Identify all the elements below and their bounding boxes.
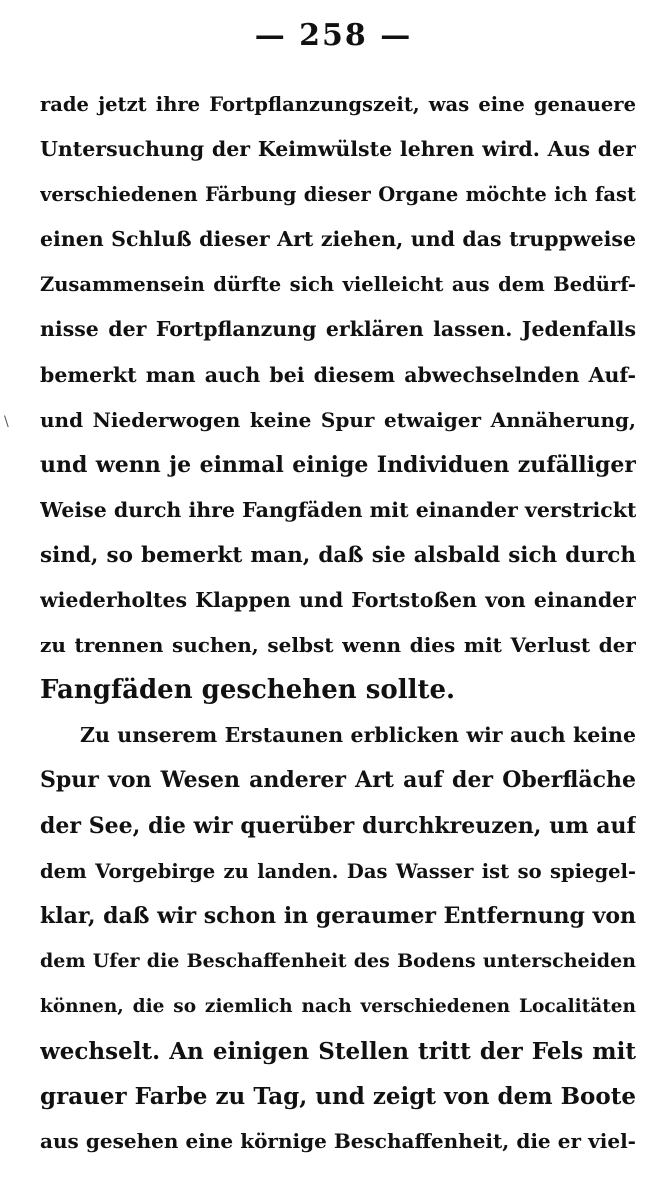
text-line: aus gesehen eine körnige Beschaffenheit, die er viel- (40, 1129, 636, 1154)
text-line: verschiedenen Färbung dieser Organe möchte ich fast (40, 183, 636, 207)
text-line: grauer Farbe zu Tag, und zeigt von dem Boote (40, 1083, 636, 1111)
text-line: Zusammensein dürfte sich vielleicht aus dem Bedürf- (40, 273, 636, 297)
text-line: und Niederwogen keine Spur etwaiger Annäherung, (40, 407, 636, 432)
text-line: Zu unserem Erstaunen erblicken wir auch keine (80, 723, 636, 748)
text-line: Untersuchung der Keimwülste lehren wird. Aus der (40, 137, 636, 162)
text-line: Spur von Wesen anderer Art auf der Oberfläche (40, 767, 636, 794)
text-line: einen Schluß dieser Art ziehen, und das truppweise (40, 227, 636, 252)
text-line: nisse der Fortpflanzung erklären lassen. Jedenfalls (40, 317, 636, 342)
text-line: wiederholtes Klappen und Fortstoßen von einander (40, 588, 636, 613)
text-line: bemerkt man auch bei diesem abwechselnden Auf- (40, 362, 636, 387)
text-line: können, die so ziemlich nach verschiedenen Localitäten (40, 995, 636, 1017)
text-line: dem Vorgebirge zu landen. Das Wasser ist so spiegel- (40, 859, 636, 883)
text-line: klar, daß wir schon in geraumer Entfernung von (40, 902, 636, 929)
margin-mark: \ (4, 414, 9, 430)
text-line: wechselt. An einigen Stellen tritt der Fels mit (40, 1037, 636, 1065)
text-line: Weise durch ihre Fangfäden mit einander verstrickt (40, 497, 636, 522)
text-line: und wenn je einmal einige Individuen zufälliger (40, 451, 636, 478)
text-line: zu trennen suchen, selbst wenn dies mit Verlust der (40, 633, 636, 658)
text-line: rade jetzt ihre Fortpflanzungszeit, was eine genauere (40, 93, 636, 116)
text-line: Fangfäden geschehen sollte. (40, 675, 456, 706)
page-body-text (40, 82, 636, 1164)
page-number: — 258 — (254, 18, 413, 53)
text-line: sind, so bemerkt man, daß sie alsbald sich durch (40, 542, 636, 568)
text-line: der See, die wir querüber durchkreuzen, um auf (40, 812, 636, 839)
text-line: dem Ufer die Beschaffenheit des Bodens unterscheiden (40, 949, 636, 972)
